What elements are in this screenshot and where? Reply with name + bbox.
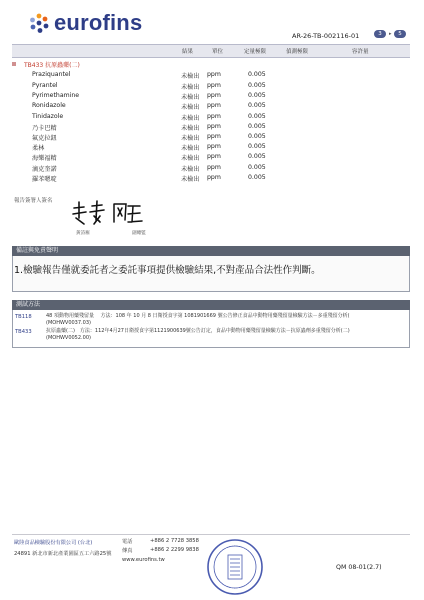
result-value: 未檢出 [181, 176, 200, 183]
analyte-name: Pyrimethamine [32, 92, 80, 99]
loq-value: 0.005 [248, 92, 266, 99]
loq-value: 0.005 [248, 164, 266, 171]
unit-value: ppm [207, 71, 221, 78]
loq-value: 0.005 [248, 123, 266, 130]
col-lod: 偵測極限 [286, 49, 309, 55]
category-row [12, 60, 80, 69]
unit-value: ppm [207, 113, 221, 120]
unit-value: ppm [207, 164, 221, 171]
loq-value: 0.005 [248, 71, 266, 78]
unit-value: ppm [207, 153, 221, 160]
method-line: (MOHWV0037.03) [46, 319, 91, 326]
table-row [32, 143, 322, 153]
unit-value: ppm [207, 133, 221, 140]
unit-value: ppm [207, 102, 221, 109]
eurofins-logo-icon [28, 12, 50, 34]
table-row [32, 174, 322, 184]
table-row [32, 102, 322, 112]
loq-value: 0.005 [248, 82, 266, 89]
company-seal-icon [206, 538, 264, 596]
col-unit: 單位 [212, 49, 224, 55]
result-value: 未檢出 [181, 125, 200, 132]
footer-divider [12, 534, 410, 535]
analyte-name: 氟克拉鈕 [32, 135, 57, 142]
disclaimer-title: 備註與免責聲明 [12, 246, 410, 256]
form-code: QM 08-01(2.7) [336, 564, 382, 571]
bullet-icon [12, 62, 16, 66]
analyte-name: 羅苯嗯啶 [32, 176, 57, 183]
signatory-label: 報告簽署人簽名 [14, 198, 53, 204]
page-current: 3 [374, 30, 386, 38]
table-row [32, 92, 322, 102]
signer-name: 黃詩雁 [76, 231, 90, 236]
website: www.eurofins.tw [122, 557, 165, 563]
table-row [32, 153, 322, 163]
report-number: AR-26-TB-002116-01 [292, 32, 360, 40]
result-value: 未檢出 [181, 94, 200, 101]
table-row [32, 113, 322, 123]
method-line: (MOHWV0052.00) [46, 334, 91, 341]
unit-value: ppm [207, 82, 221, 89]
eurofins-logo [28, 10, 142, 36]
page-separator-icon: ▸ [389, 31, 392, 37]
loq-value: 0.005 [248, 143, 266, 150]
table-row [32, 133, 322, 143]
category-code: TB433 [24, 62, 44, 69]
analyte-name: Tinidazole [32, 113, 64, 120]
analyte-name: 海樂福精 [32, 155, 57, 162]
result-value: 未檢出 [181, 166, 200, 173]
loq-value: 0.005 [248, 113, 266, 120]
phone-label: 電話 [122, 539, 133, 545]
unit-value: ppm [207, 92, 221, 99]
footer-address: 24891 新北市新北產業園區五工六路25號 [14, 551, 112, 557]
table-row [32, 82, 322, 92]
analyte-name: Praziquantel [32, 71, 71, 78]
result-value: 未檢出 [181, 145, 200, 152]
methods-title: 測試方法 [12, 300, 410, 310]
method-code: TB433 [15, 329, 32, 335]
signer-title: 副總監 [132, 231, 146, 236]
method-line: 抗原蟲藥(二) 方法：112年4月27日衛授食字第1121900639號公告訂定，食品中動物用藥殘留量檢驗方法－抗原蟲劑多重殘留分析(二) [46, 328, 350, 334]
disclaimer-text: 1.檢驗報告僅就委託者之委託事項提供檢驗結果,不對產品合法性作判斷。 [14, 265, 321, 276]
table-row [32, 164, 322, 174]
result-value: 未檢出 [181, 73, 200, 80]
phone-number: +886 2 7728 3858 [150, 538, 199, 544]
result-value: 未檢出 [181, 115, 200, 122]
loq-value: 0.005 [248, 133, 266, 140]
analyte-name: Ronidazole [32, 102, 66, 109]
fax-label: 傳真 [122, 548, 133, 554]
analyte-name: Pyrantel [32, 82, 58, 89]
fax-number: +886 2 2299 9838 [150, 547, 199, 553]
results-table-header [12, 44, 410, 58]
analyte-name: 乃卡巴精 [32, 125, 57, 132]
method-description [46, 328, 406, 341]
table-row [32, 123, 322, 133]
unit-value: ppm [207, 143, 221, 150]
loq-value: 0.005 [248, 174, 266, 181]
company-name: eurofins [54, 10, 143, 35]
footer-company: 歐陸食品檢驗股份有限公司 (台北) [14, 540, 93, 546]
col-loq: 定量極限 [244, 49, 267, 55]
col-result: 結果 [182, 49, 194, 55]
category-name: 抗原蟲藥(二) [45, 62, 80, 69]
analyte-name: 滴克奎諾 [32, 166, 57, 173]
result-value: 未檢出 [181, 104, 200, 111]
col-tolerance: 容許量 [352, 49, 369, 55]
analyte-name: 柔林 [32, 145, 45, 152]
loq-value: 0.005 [248, 102, 266, 109]
loq-value: 0.005 [248, 153, 266, 160]
result-value: 未檢出 [181, 155, 200, 162]
handwritten-signature [70, 198, 150, 228]
unit-value: ppm [207, 174, 221, 181]
result-value: 未檢出 [181, 135, 200, 142]
method-description [46, 313, 406, 326]
table-row [32, 71, 322, 81]
page-total: 5 [394, 30, 406, 38]
method-line: 48 項動物用藥殘留量 方法：108 年 10 月 8 日衛授食字第 1081901669 號公告修正食品中動物用藥殘留量檢驗方法－多重殘留分析( [46, 313, 350, 319]
unit-value: ppm [207, 123, 221, 130]
method-code: TB118 [15, 314, 32, 320]
result-value: 未檢出 [181, 84, 200, 91]
